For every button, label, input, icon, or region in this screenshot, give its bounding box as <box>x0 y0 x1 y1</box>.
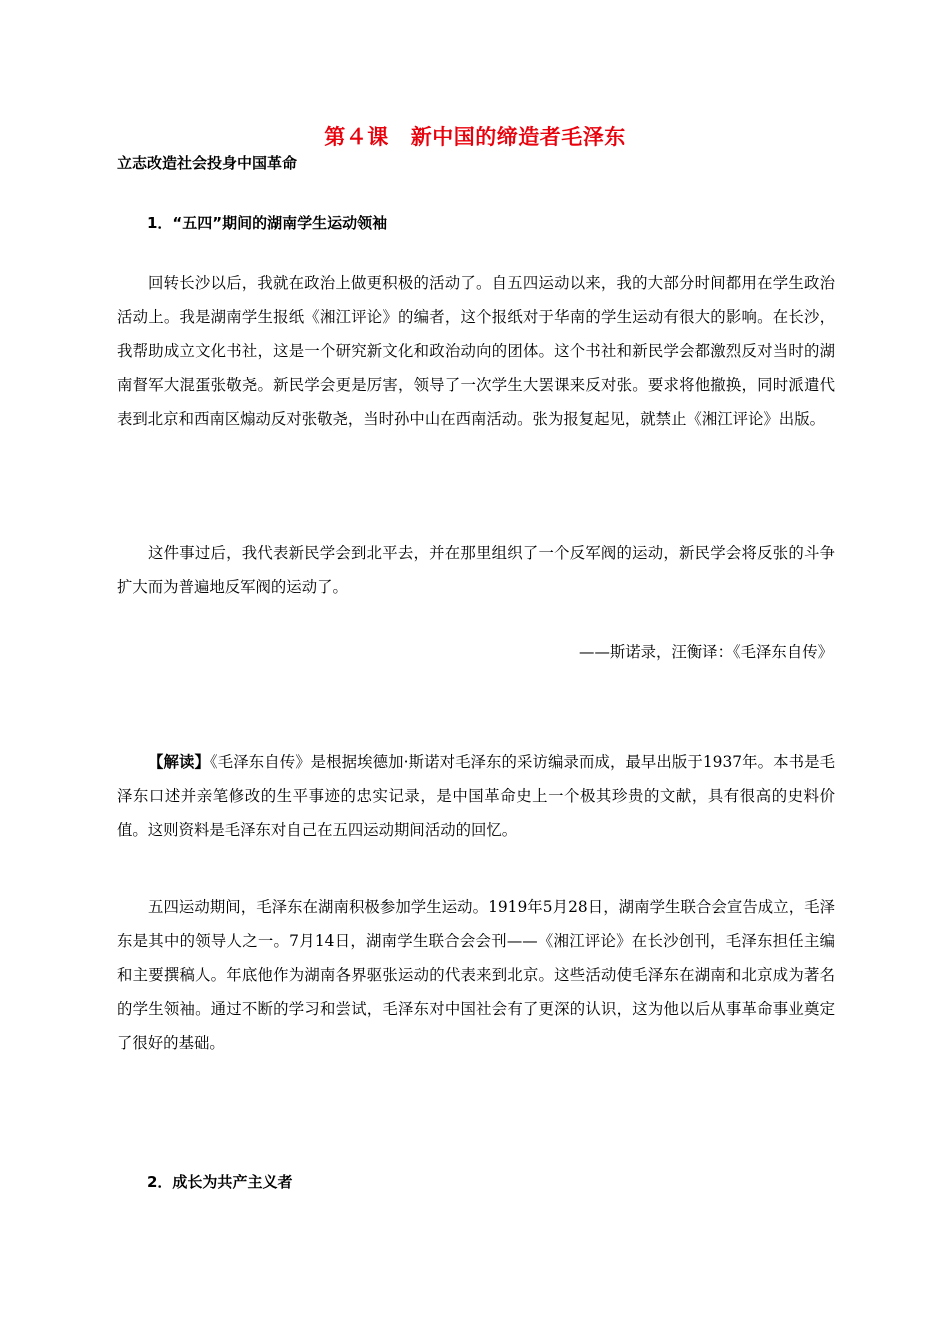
quote-attribution: ——斯诺录，汪衡译：《毛泽东自传》 <box>579 643 833 661</box>
section-heading: 立志改造社会投身中国革命 <box>117 154 298 172</box>
quote-paragraph-2: 这件事过后，我代表新民学会到北平去，并在那里组织了一个反军阀的运动，新民学会将反张的斗争扩大而为普遍地反军阀的运动了。 <box>117 544 835 596</box>
subsection-heading-2: 2．成长为共产主义者 <box>147 1173 293 1191</box>
quote-paragraph-1: 回转长沙以后，我就在政治上做更积极的活动了。自五四运动以来，我的大部分时间都用在学生政治活动上。我是湖南学生报纸《湘江评论》的编者，这个报纸对于华南的学生运动有很大的影响。在长沙，我帮助成立文化书社，这是一个研究新文化和政治动向的团体。这个书社和新民学会都激烈反对当时的湖南督军大混蛋张敬尧。新民学会更是厉害，领导了一次学生大罢课来反对张。要求将他撤换，同时派遣代表到北京和西南区煽动反对张敬尧，当时孙中山在西南活动。张为报复起见，就禁止《湘江评论》出版。 <box>117 274 835 428</box>
interpretation-label: 【解读】 <box>148 753 210 771</box>
lesson-title <box>0 122 950 152</box>
subsection-heading-1: 1．“五四”期间的湖南学生运动领袖 <box>147 214 388 232</box>
lesson-number: 第４课 <box>324 125 389 149</box>
interpretation-paragraph <box>117 745 835 847</box>
body-paragraph: 五四运动期间，毛泽东在湖南积极参加学生运动。1919年5月28日，湖南学生联合会宣告成立，毛泽东是其中的领导人之一。7月14日，湖南学生联合会会刊——《湘江评论》在长沙创刊，毛泽东担任主编和主要撰稿人。年底他作为湖南各界驱张运动的代表来到北京。这些活动使毛泽东在湖南和北京成为著名的学生领袖。通过不断的学习和尝试，毛泽东对中国社会有了更深的认识，这为他以后从事革命事业奠定了很好的基础。 <box>117 898 835 1052</box>
interpretation-text: 《毛泽东自传》是根据埃德加·斯诺对毛泽东的采访编录而成，最早出版于1937年。本书是毛泽东口述并亲笔修改的生平事迹的忠实记录，是中国革命史上一个极其珍贵的文献，具有很高的史料价值。这则资料是毛泽东对自己在五四运动期间活动的回忆。 <box>117 753 835 839</box>
lesson-name: 新中国的缔造者毛泽东 <box>410 125 626 149</box>
